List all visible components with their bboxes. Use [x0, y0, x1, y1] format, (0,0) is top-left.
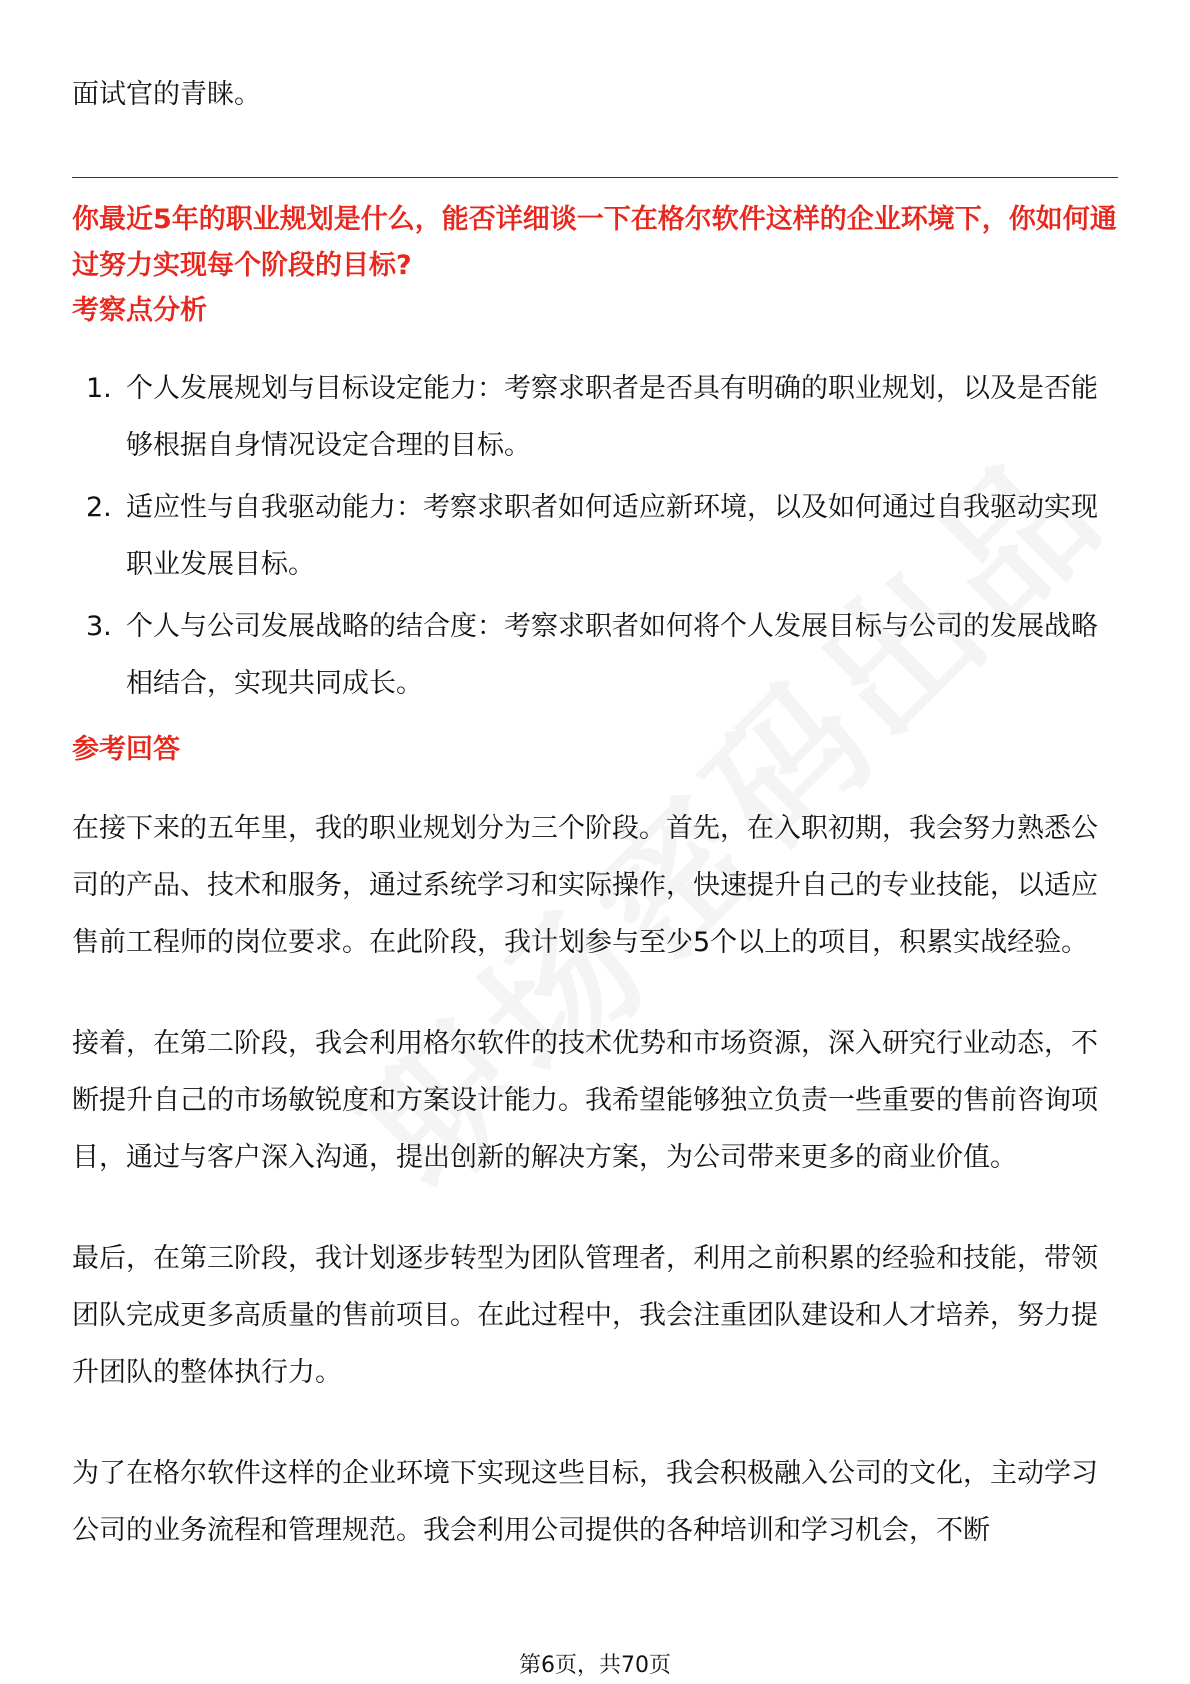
answer-paragraph: 最后，在第三阶段，我计划逐步转型为团队管理者，利用之前积累的经验和技能，带领团队完成更多高质量的售前项目。在此过程中，我会注重团队建设和人才培养，努力提升团队的整体执行力。 — [72, 1243, 1098, 1388]
list-item-number: 1. — [86, 373, 112, 404]
answer-body — [72, 800, 1118, 1603]
analysis-heading: 考察点分析 — [72, 295, 207, 326]
list-item — [72, 598, 1118, 712]
divider — [72, 177, 1118, 178]
analysis-list — [72, 360, 1118, 717]
list-item — [72, 360, 1118, 474]
page-number: 第6页，共70页 — [519, 1653, 671, 1678]
question-title: 你最近5年的职业规划是什么，能否详细谈一下在格尔软件这样的企业环境下，你如何通过努力实现每个阶段的目标? — [72, 204, 1117, 281]
intro-text: 面试官的青睐。 — [72, 79, 261, 110]
list-item — [72, 479, 1118, 593]
answer-paragraph: 接着，在第二阶段，我会利用格尔软件的技术优势和市场资源，深入研究行业动态，不断提升自己的市场敏锐度和方案设计能力。我希望能够独立负责一些重要的售前咨询项目，通过与客户深入沟通，提出创新的解决方案，为公司带来更多的商业价值。 — [72, 1028, 1098, 1173]
list-item-number: 2. — [86, 492, 112, 523]
list-item-text: 个人发展规划与目标设定能力：考察求职者是否具有明确的职业规划，以及是否能够根据自身情况设定合理的目标。 — [126, 373, 1098, 461]
answer-heading: 参考回答 — [72, 734, 180, 765]
answer-paragraph: 在接下来的五年里，我的职业规划分为三个阶段。首先，在入职初期，我会努力熟悉公司的产品、技术和服务，通过系统学习和实际操作，快速提升自己的专业技能，以适应售前工程师的岗位要求。在此阶段，我计划参与至少5个以上的项目，积累实战经验。 — [72, 813, 1098, 958]
list-item-number: 3. — [86, 611, 112, 642]
answer-paragraph: 为了在格尔软件这样的企业环境下实现这些目标，我会积极融入公司的文化，主动学习公司的业务流程和管理规范。我会利用公司提供的各种培训和学习机会，不断 — [72, 1458, 1098, 1546]
list-item-text: 个人与公司发展战略的结合度：考察求职者如何将个人发展目标与公司的发展战略相结合，实现共同成长。 — [126, 611, 1098, 699]
list-item-text: 适应性与自我驱动能力：考察求职者如何适应新环境，以及如何通过自我驱动实现职业发展目标。 — [126, 492, 1098, 580]
